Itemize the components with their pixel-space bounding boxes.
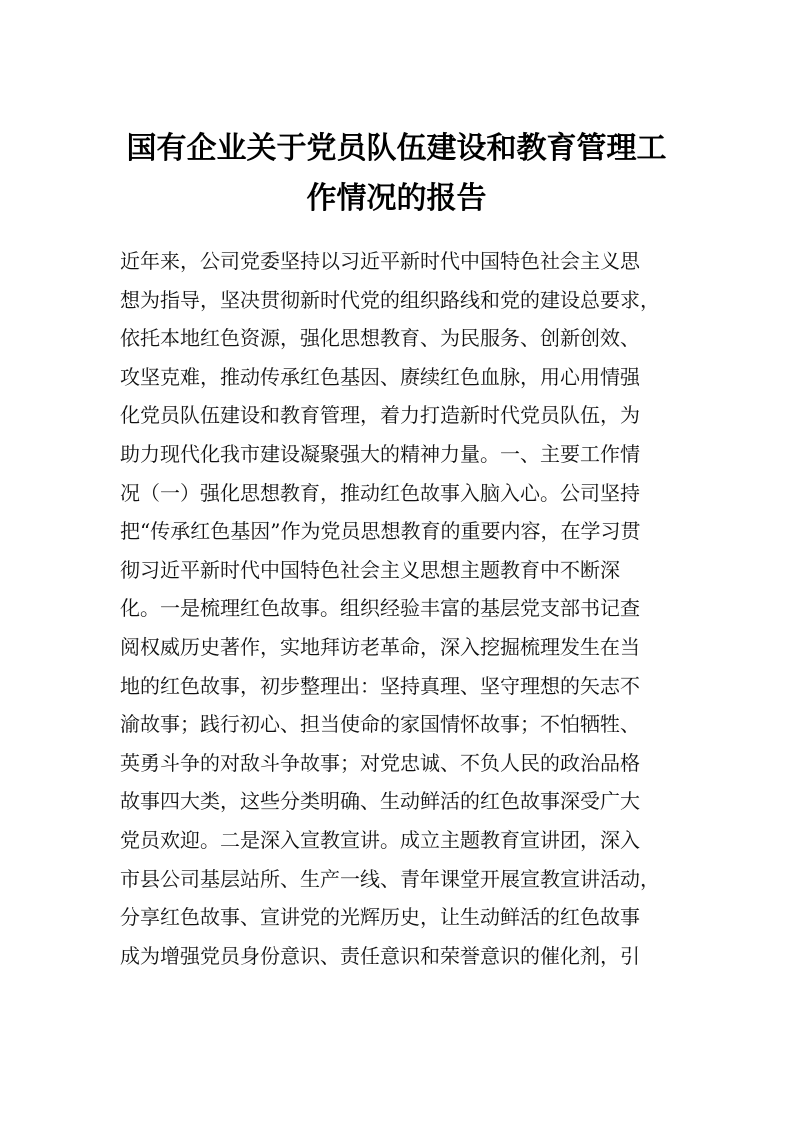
body-line: 近年来，公司党委坚持以习近平新时代中国特色社会主义思 xyxy=(120,249,640,273)
body-line: 想为指导，坚决贯彻新时代党的组织路线和党的建设总要求， xyxy=(120,287,660,312)
body-line: 化。一是梳理红色故事。组织经验丰富的基层党支部书记查 xyxy=(120,596,640,621)
body-line: 化党员队伍建设和教育管理，着力打造新时代党员队伍，为 xyxy=(120,403,640,428)
body-line: 英勇斗争的对敌斗争故事；对党忠诚、不负人民的政治品格 xyxy=(120,750,640,775)
document-title xyxy=(100,124,693,224)
document-body xyxy=(120,242,695,975)
body-line: 成为增强党员身份意识、责任意识和荣誉意识的催化剂，引 xyxy=(120,943,640,968)
body-line: 况（一）强化思想教育，推动红色故事入脑入心。公司坚持 xyxy=(120,480,640,505)
body-line: 阅权威历史著作，实地拜访老革命，深入挖掘梳理发生在当 xyxy=(120,634,640,659)
body-line: 地的红色故事，初步整理出：坚持真理、坚守理想的矢志不 xyxy=(120,673,640,698)
body-line: 彻习近平新时代中国特色社会主义思想主题教育中不断深 xyxy=(120,557,620,582)
body-line: 依托本地红色资源，强化思想教育、为民服务、创新创效、 xyxy=(120,326,640,351)
body-line: 把“传承红色基因”作为党员思想教育的重要内容，在学习贯 xyxy=(120,519,641,544)
body-line: 渝故事；践行初心、担当使命的家国情怀故事；不怕牺牲、 xyxy=(120,712,640,737)
body-line: 攻坚克难，推动传承红色基因、赓续红色血脉，用心用情强 xyxy=(120,364,640,389)
title-line: 作情况的报告 xyxy=(306,181,487,216)
body-line: 分享红色故事、宣讲党的光辉历史，让生动鲜活的红色故事 xyxy=(120,905,640,930)
body-line: 党员欢迎。二是深入宣教宣讲。成立主题教育宣讲团，深入 xyxy=(120,827,640,852)
body-line: 市县公司基层站所、生产一线、青年课堂开展宣教宣讲活动， xyxy=(120,866,660,891)
body-line: 故事四大类，这些分类明确、生动鲜活的红色故事深受广大 xyxy=(120,789,640,814)
body-line: 助力现代化我市建设凝聚强大的精神力量。一、主要工作情 xyxy=(120,441,640,466)
title-line: 国有企业关于党员队伍建设和教育管理工 xyxy=(126,131,667,166)
